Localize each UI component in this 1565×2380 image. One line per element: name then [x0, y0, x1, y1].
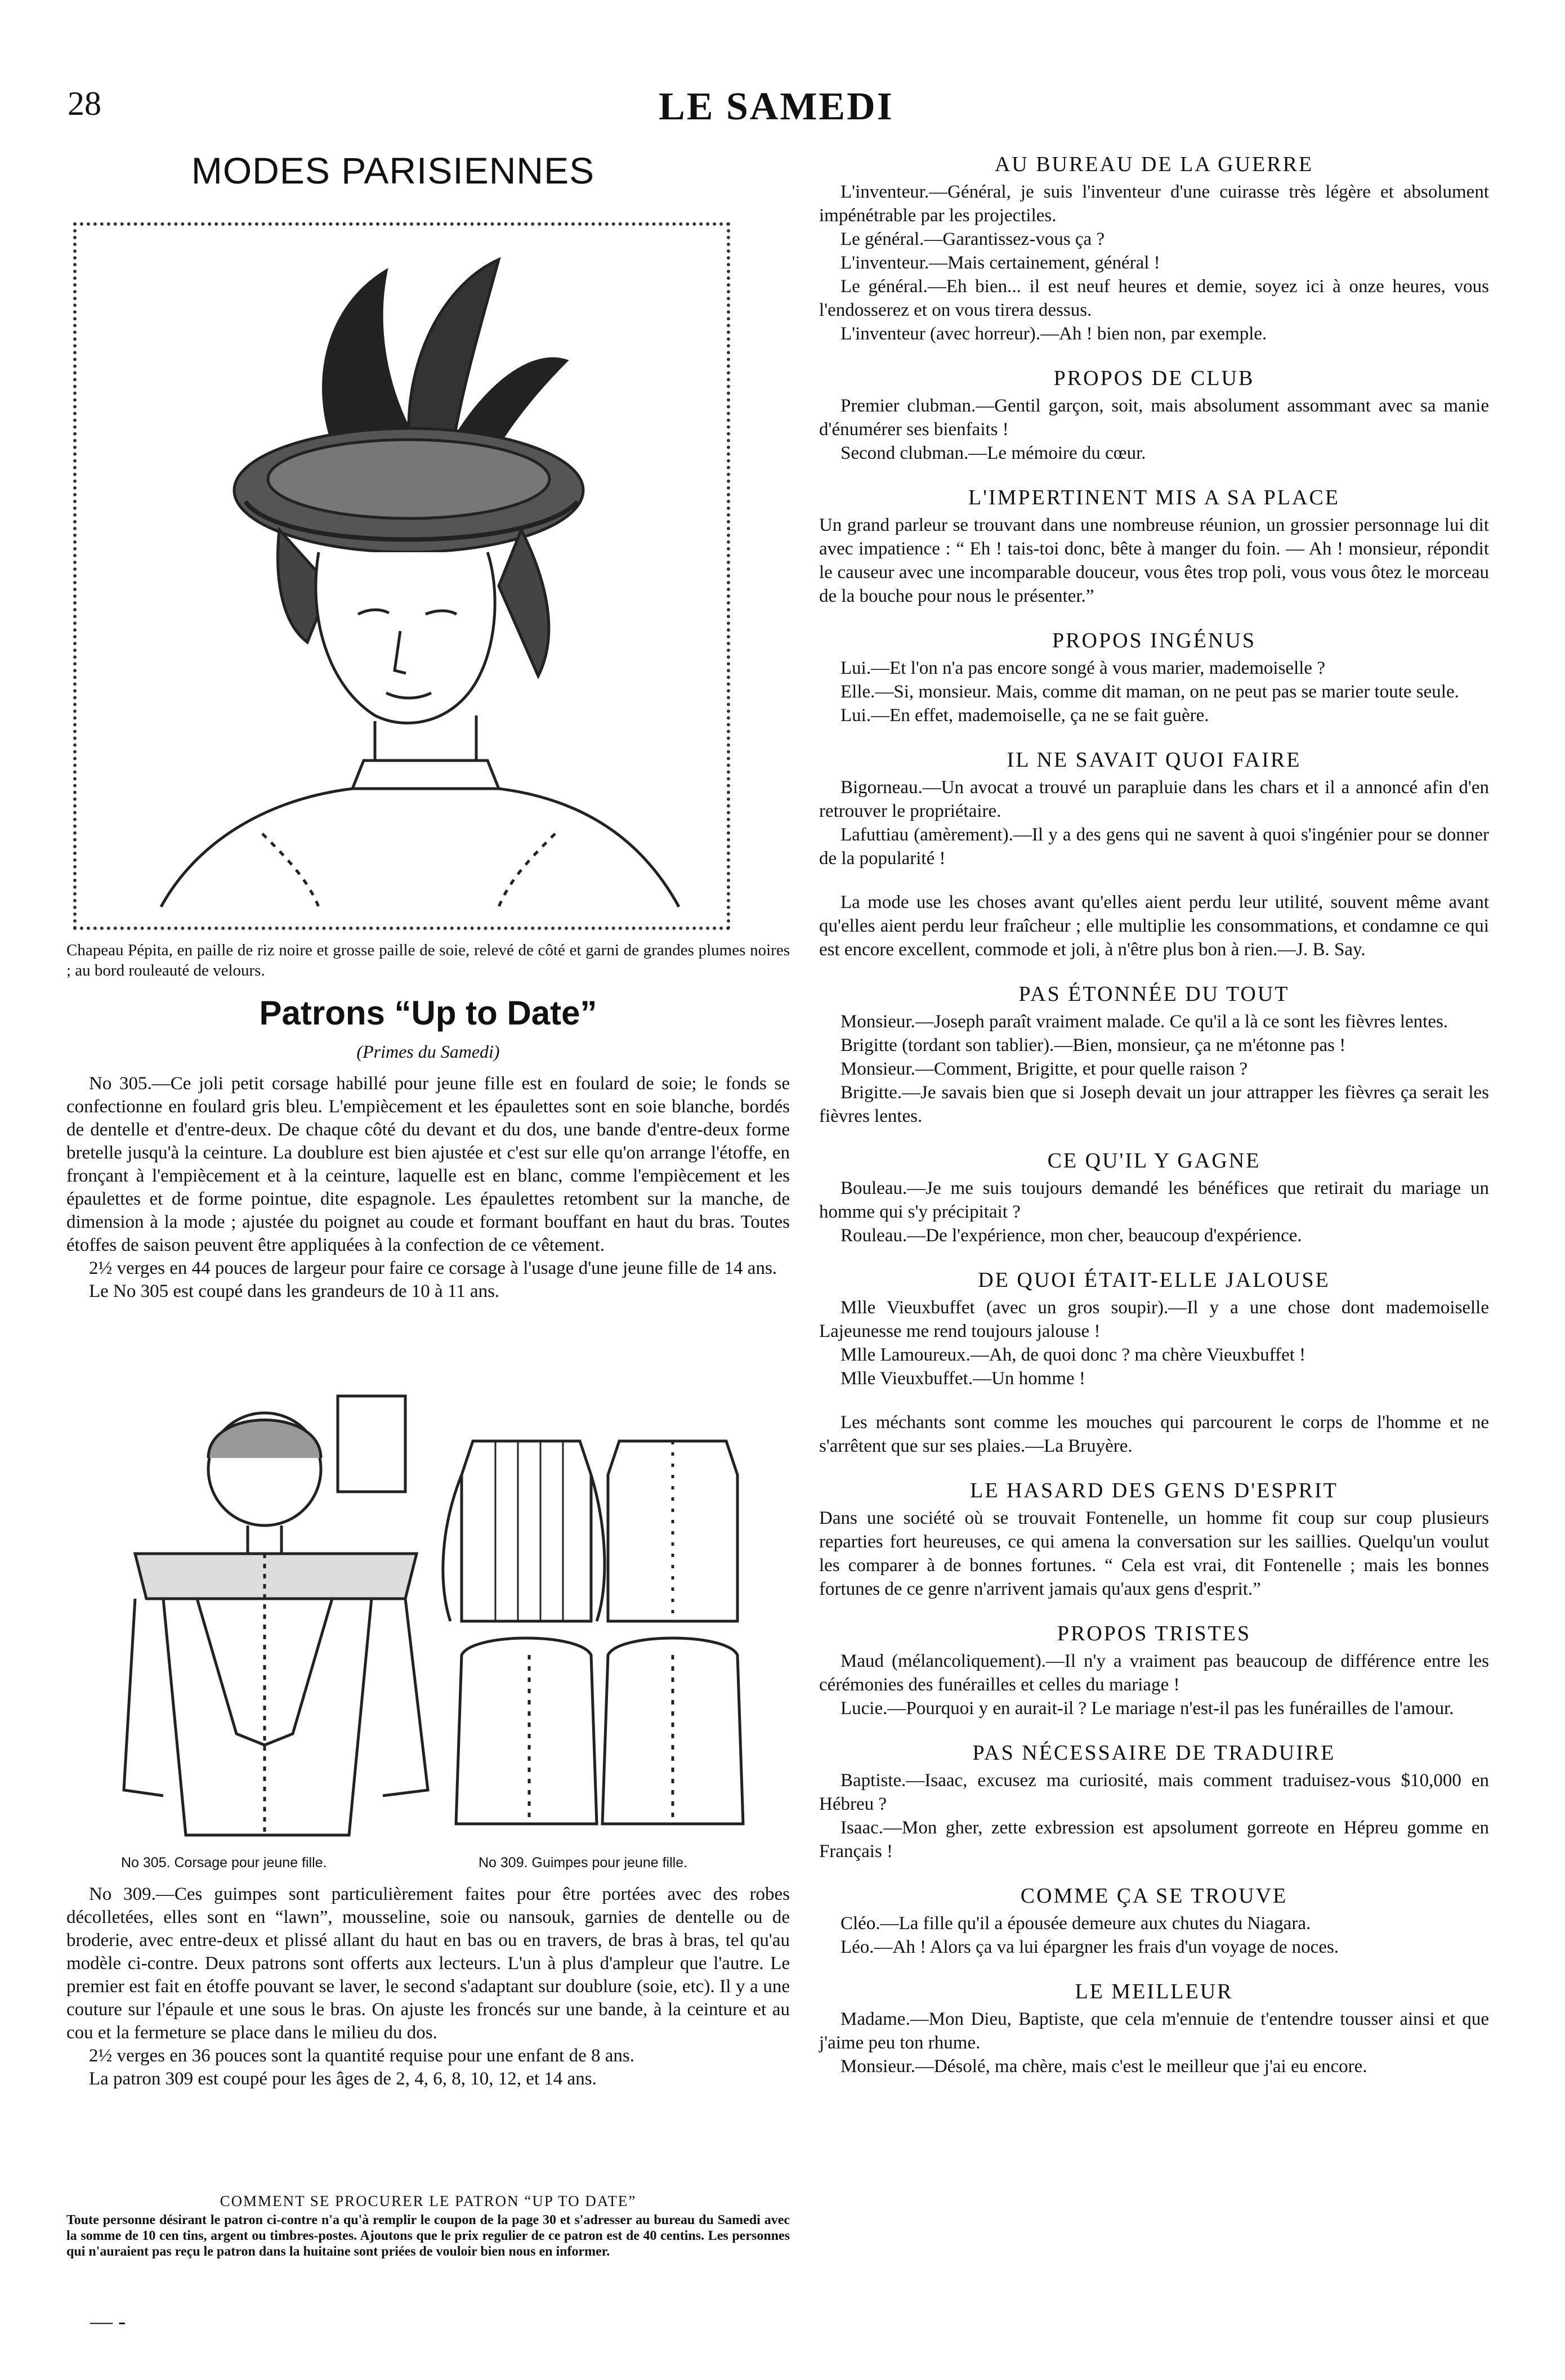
line: Brigitte.—Je savais bien que si Joseph devait un jour attrapper les fièvres ça serait les fièvres lentes.: [819, 1082, 1489, 1126]
section-title: LE HASARD DES GENS D'ESPRIT: [970, 1479, 1338, 1502]
line: L'inventeur.—Général, je suis l'inventeur d'une cuirasse très légère et absolument impénétrable par les projectiles.: [819, 182, 1489, 226]
p305-sizes: Le No 305 est coupé dans les grandeurs de 10 à 11 ans.: [89, 1281, 500, 1301]
line: Lui.—Et l'on n'a pas encore songé à vous marier, mademoiselle ?: [840, 658, 1325, 678]
guimpes-309-illustration: [439, 1385, 754, 1846]
p305-quantity: 2½ verges en 44 pouces de largeur pour faire ce corsage à l'usage d'une jeune fille de 14 ans.: [89, 1258, 777, 1278]
comment-text-1: Toute personne désirant le patron ci-contre n'a qu'à remplir le coupon de la page 30 et s'adresser au bureau du Samedi avec la somme de 10 cen tins, argent ou timbres-postes. Ajoutons que le prix regulier de ce patron est de 40 centins.: [66, 2213, 790, 2243]
line: Léo.—Ah ! Alors ça va lui épargner les frais d'un voyage de noces.: [840, 1937, 1339, 1957]
pattern-309-description: [66, 1883, 790, 2091]
p305-text: No 305.—Ce joli petit corsage habillé pour jeune fille est en foulard de soie; le fonds se confectionne en foulard gris bleu. L'empiècement et les épaulettes sont en soie blanche, bordés de dentelle et d'entre-deux. De chaque côté du devant et du dos, une bande d'entre-deux forme bretelle jusqu'à la ceinture. La doublure est bien ajustée et c'est sur elle qu'on arrange l'étoffe, en fronçant à l'empiècement et à la ceinture, laquelle est en blanc, comme l'empiècement et les épaulettes et de forme pointue, dite espagnole. Les épaulettes retombent sur la manche, de dimension à la mode ; ajustée du poignet au coude et formant bouffant en haut du bras. Toutes étoffes de saison peuvent être appliquées à la confection de ce vêtement.: [66, 1073, 790, 1255]
line: Lucie.—Pourquoi y en aurait-il ? Le mariage n'est-il pas les funérailles de l'amour.: [840, 1698, 1454, 1719]
line: La mode use les choses avant qu'elles aient perdu leur utilité, souvent même avant qu'elles aient perdu leur fraîcheur ; elle multiplie les consommations, et condamne ce qui est encore excellent, commode et joli, à n'être plus bon à rien.—J. B. Say.: [819, 892, 1489, 960]
line: Maud (mélancoliquement).—Il n'y a vraiment pas beaucoup de différence entre les cérémonies des funérailles et celles du mariage !: [819, 1651, 1489, 1695]
section-title: AU BUREAU DE LA GUERRE: [994, 153, 1314, 176]
comment-title: COMMENT SE PROCURER LE PATRON “UP TO DATE”: [220, 2193, 637, 2209]
section-title: PROPOS DE CLUB: [1053, 366, 1255, 390]
line: L'inventeur (avec horreur).—Ah ! bien non, par exemple.: [840, 324, 1267, 344]
section-le-meilleur: [819, 1979, 1489, 2078]
p309-text: No 309.—Ces guimpes sont particulièrement faites pour être portées avec des robes décolletées, elles sont en “lawn”, mousseline, soie ou nansouk, garnies de dentelle ou de broderie, avec entre-deux et plissé allant du haut en bas ou en travers, de bras à bras, tel qu'au modèle ci-contre. Deux patrons sont offerts aux lecteurs. L'un à plus d'ampleur que l'autre. Le premier est fait en étoffe pouvant se laver, le second s'adaptant sur doublure (soie, etc). Il y a une couture sur l'épaule et une sous le bras. On ajuste les froncés sur une bande, à la ceinture et au cou et la fermeture se place dans le milieu du dos.: [66, 1884, 790, 2043]
patrons-subtitle: (Primes du Samedi): [356, 1041, 500, 1062]
section-title: CE QU'IL Y GAGNE: [1047, 1149, 1261, 1173]
line: Les méchants sont comme les mouches qui parcourent le corps de l'homme et ne s'arrêtent que sur ses plaies.—La Bruyère.: [819, 1412, 1489, 1456]
p309-sizes: La patron 309 est coupé pour les âges de 2, 4, 6, 8, 10, 12, et 14 ans.: [89, 2069, 597, 2089]
section-title: IL NE SAVAIT QUOI FAIRE: [1007, 748, 1302, 772]
section-title: PROPOS TRISTES: [1057, 1622, 1251, 1645]
line: Mlle Vieuxbuffet (avec un gros soupir).—Il y a une chose dont mademoiselle Lajeunesse me rend toujours jalouse !: [819, 1298, 1489, 1341]
patrons-title: Patrons “Up to Date”: [259, 994, 597, 1032]
section-propos-tristes: [819, 1621, 1489, 1720]
hat-caption: Chapeau Pépita, en paille de riz noire et grosse paille de soie, relevé de côté et garni de grandes plumes noires ; au bord rouleauté de velours.: [66, 941, 790, 979]
section-propos-club: [819, 366, 1489, 465]
section-title: LE MEILLEUR: [1075, 1980, 1233, 2003]
section-mode-quote: [819, 891, 1489, 961]
section-title: PAS ÉTONNÉE DU TOUT: [1018, 982, 1290, 1006]
section-impertinent: [819, 485, 1489, 608]
footer-mark: — -: [90, 2309, 126, 2334]
line: Second clubman.—Le mémoire du cœur.: [840, 443, 1146, 463]
line: Cléo.—La fille qu'il a épousée demeure aux chutes du Niagara.: [840, 1913, 1311, 1934]
pattern-305-description: [66, 1072, 790, 1303]
hat-illustration-frame: [73, 222, 730, 930]
line: Rouleau.—De l'expérience, mon cher, beaucoup d'expérience.: [840, 1225, 1302, 1246]
line: Isaac.—Mon gher, zette exbression est apsolument gorreote en Hépreu gomme en Français !: [819, 1818, 1489, 1862]
comment-text-2: Les personnes qui n'auraient pas reçu le patron dans la huitaine sont priées de vouloir bien nous en informer.: [66, 2229, 790, 2259]
line: Madame.—Mon Dieu, Baptiste, que cela m'ennuie de t'entendre tousser ainsi et que j'aime peu ton rhume.: [819, 2009, 1489, 2053]
line: L'inventeur.—Mais certainement, général !: [840, 253, 1160, 273]
section-title: DE QUOI ÉTAIT-ELLE JALOUSE: [978, 1268, 1330, 1292]
corsage-305-illustration: [113, 1385, 439, 1846]
section-title: PAS NÉCESSAIRE DE TRADUIRE: [972, 1741, 1336, 1765]
modes-title: MODES PARISIENNES: [191, 150, 595, 191]
line: Dans une société où se trouvait Fontenelle, un homme fit coup sur coup plusieurs reparties fort heureuses, ce qui amena la conversation sur les saillies. Quelqu'un voulut les comparer à de bonnes fortunes. “ Cela est vrai, dit Fontenelle ; mais les bonnes fortunes de ce genre n'arrivent jamais qu'aux gens d'esprit.”: [819, 1508, 1489, 1599]
fig-caption-305: No 305. Corsage pour jeune fille.: [121, 1855, 327, 1871]
line: Bigorneau.—Un avocat a trouvé un parapluie dans les chars et il a annoncé afin d'en retrouver le propriétaire.: [819, 777, 1489, 821]
line: Un grand parleur se trouvant dans une nombreuse réunion, un grossier personnage lui dit avec impatience : “ Eh ! tais-toi donc, bête à manger du foin. — Ah ! monsieur, répondit le causeur avec une incomparable douceur, vous êtes trop poli, vous vous ôtez le morceau de la bouche pour nous le présenter.”: [819, 515, 1489, 606]
line: Mlle Vieuxbuffet.—Un homme !: [840, 1368, 1085, 1389]
masthead: LE SAMEDI: [659, 85, 894, 128]
line: Monsieur.—Joseph paraît vraiment malade. Ce qu'il a là ce sont les fièvres lentes.: [840, 1012, 1448, 1032]
section-title: L'IMPERTINENT MIS A SA PLACE: [968, 486, 1340, 509]
section-bureau-guerre: [819, 152, 1489, 346]
section-ce-quil-gagne: [819, 1148, 1489, 1247]
section-pas-etonnee: [819, 982, 1489, 1128]
right-column: [819, 152, 1489, 2078]
line: Monsieur.—Comment, Brigitte, et pour quelle raison ?: [840, 1059, 1248, 1079]
comment-text: [66, 2212, 790, 2260]
line: Le général.—Eh bien... il est neuf heures et demie, soyez ici à onze heures, vous l'endosserez et on vous tirera dessus.: [819, 276, 1489, 320]
line: Baptiste.—Isaac, excusez ma curiosité, mais comment traduisez-vous $10,000 en Hébreu ?: [819, 1770, 1489, 1814]
section-mechants-quote: [819, 1411, 1489, 1458]
section-quoi-faire: [819, 748, 1489, 870]
p309-quantity: 2½ verges en 36 pouces sont la quantité requise pour une enfant de 8 ans.: [89, 2046, 634, 2066]
hat-portrait-illustration: [93, 237, 707, 912]
section-traduire: [819, 1741, 1489, 1863]
section-title: COMME ÇA SE TROUVE: [1020, 1884, 1288, 1908]
section-propos-ingenus: [819, 628, 1489, 727]
line: Monsieur.—Désolé, ma chère, mais c'est le meilleur que j'ai eu encore.: [840, 2056, 1367, 2077]
section-title: PROPOS INGÉNUS: [1052, 629, 1256, 652]
section-comme-ca: [819, 1884, 1489, 1959]
section-hasard: [819, 1478, 1489, 1601]
line: Premier clubman.—Gentil garçon, soit, mais absolument assommant avec sa manie d'énumérer ses bienfaits !: [819, 396, 1489, 440]
line: Mlle Lamoureux.—Ah, de quoi donc ? ma chère Vieuxbuffet !: [840, 1345, 1306, 1365]
line: Le général.—Garantissez-vous ça ?: [840, 229, 1105, 249]
page-number: 28: [68, 85, 101, 122]
section-jalouse: [819, 1268, 1489, 1390]
line: Bouleau.—Je me suis toujours demandé les bénéfices que retirait du mariage un homme qui s'y précipitait ?: [819, 1178, 1489, 1222]
line: Elle.—Si, monsieur. Mais, comme dit maman, on ne peut pas se marier toute seule.: [840, 682, 1459, 702]
line: Brigitte (tordant son tablier).—Bien, monsieur, ça ne m'étonne pas !: [840, 1035, 1346, 1055]
line: Lui.—En effet, mademoiselle, ça ne se fait guère.: [840, 705, 1209, 726]
fig-caption-309: No 309. Guimpes pour jeune fille.: [479, 1855, 688, 1871]
line: Lafuttiau (amèrement).—Il y a des gens qui ne savent à quoi s'ingénier pour se donner de la popularité !: [819, 825, 1489, 869]
